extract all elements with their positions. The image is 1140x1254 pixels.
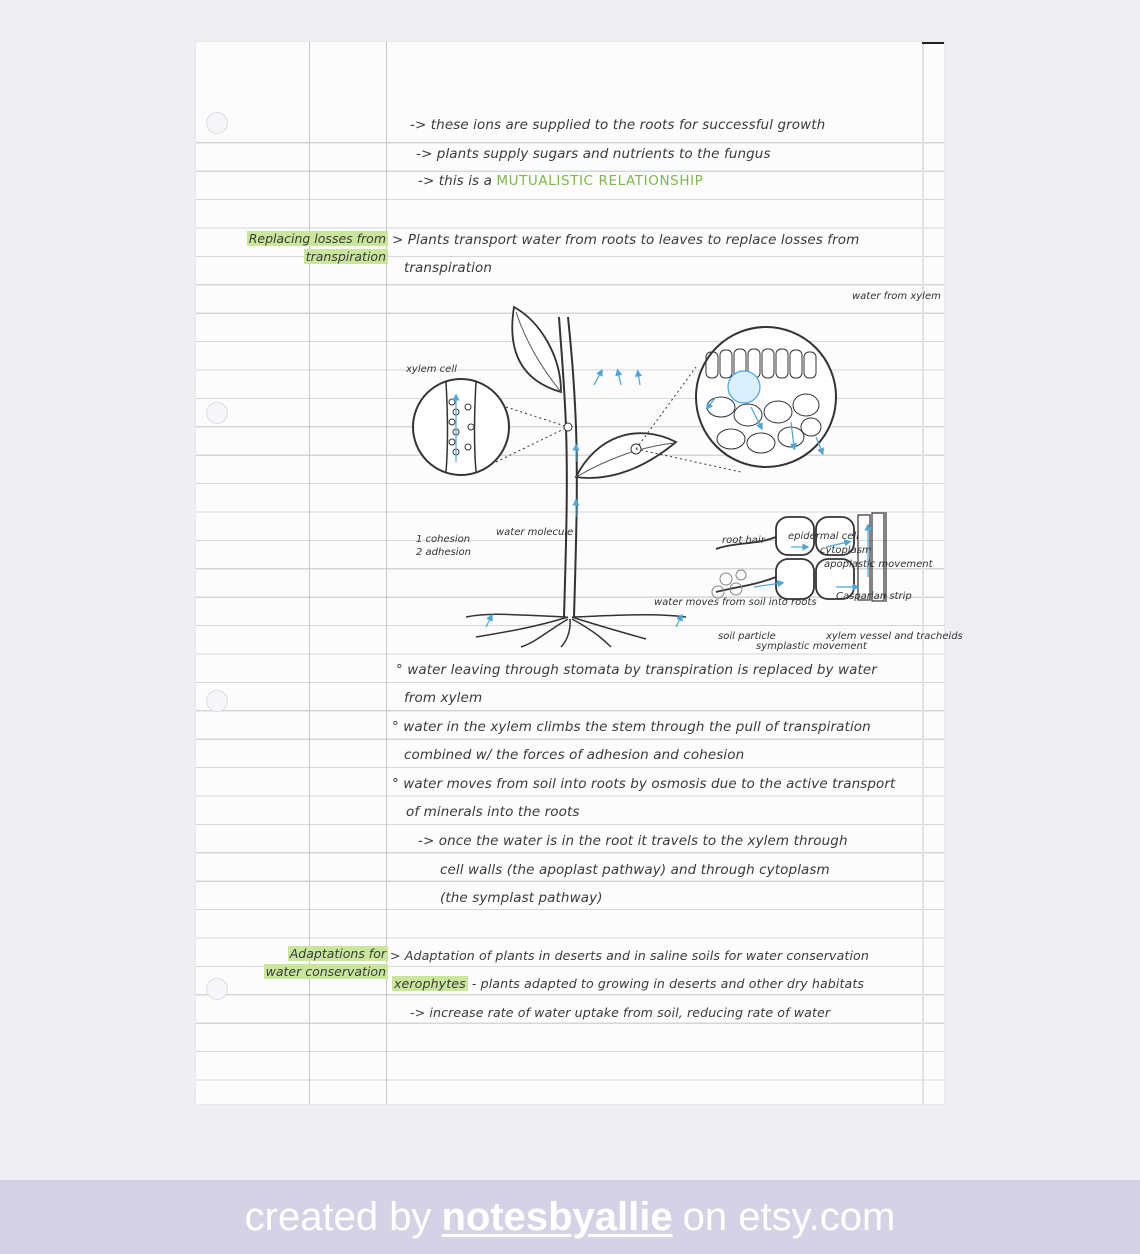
punch-hole — [206, 402, 228, 424]
note-line: -> this is a MUTUALISTIC RELATIONSHIP — [418, 173, 704, 189]
xylem-cell-magnified — [413, 379, 509, 475]
xerophytes-term: xerophytes — [394, 976, 466, 991]
note-line: -> increase rate of water uptake from soil, reducing rate of water — [410, 1005, 831, 1020]
label-cohesion: 1 cohesion — [416, 534, 471, 545]
note-line: ° water moves from soil into roots by osmosis due to the active transport — [392, 776, 896, 792]
note-line: transpiration — [404, 260, 493, 276]
note-line: > Adaptation of plants in deserts and in saline soils for water conservation — [390, 948, 869, 963]
mutualism-term: MUTUALISTIC RELATIONSHIP — [496, 173, 704, 189]
note-line: (the symplast pathway) — [440, 890, 603, 906]
note-line: from xylem — [404, 690, 483, 706]
transpiration-diagram — [396, 287, 963, 652]
note-line: cell walls (the apoplast pathway) and through cytoplasm — [440, 862, 830, 878]
label-water-molecule: water molecule — [496, 527, 574, 538]
root-cross-section — [716, 517, 854, 599]
footer-prefix: created by — [244, 1194, 432, 1239]
plant-water-transport-svg — [396, 287, 963, 652]
page-corner-mark — [922, 42, 944, 44]
note-line: combined w/ the forces of adhesion and cohesion — [404, 747, 745, 763]
label-casparian-strip: Casparian strip — [836, 591, 912, 602]
footer-banner — [0, 1180, 1140, 1254]
plant-stem — [559, 317, 567, 617]
upper-leaf — [512, 307, 561, 392]
footer-suffix: on etsy.com — [682, 1194, 896, 1239]
roots — [466, 614, 686, 647]
label-epidermal-cell: epidermal cell — [788, 531, 859, 542]
label-soil-particle: soil particle — [718, 631, 776, 642]
note-line: > Plants transport water from roots to leaves to replace losses from — [392, 232, 860, 248]
notebook-page — [196, 42, 963, 1104]
label-xylem-vessel: xylem vessel and tracheids — [826, 631, 963, 642]
punch-hole — [206, 690, 228, 712]
margin-heading-replacing-losses: Replacing losses from transpiration — [248, 231, 386, 264]
label-water-from-xylem: water from xylem — [852, 291, 941, 302]
vascular-bundle — [728, 371, 760, 403]
punch-hole — [206, 112, 228, 134]
label-symplastic-movement: symplastic movement — [756, 641, 867, 652]
note-line: xerophytes - plants adapted to growing in deserts and other dry habitats — [394, 976, 865, 991]
label-apoplastic-movement: apoplastic movement — [824, 559, 933, 570]
label-water-moves: water moves from soil into roots — [654, 597, 817, 608]
margin-heading-adaptations: Adaptations for water conservation — [265, 946, 386, 979]
note-line: ° water in the xylem climbs the stem through the pull of transpiration — [392, 719, 871, 735]
punch-hole — [206, 978, 228, 1000]
footer-brand-link[interactable]: notesbyallie — [441, 1194, 673, 1239]
label-root-hair: root hair — [722, 535, 765, 546]
note-line: -> these ions are supplied to the roots for successful growth — [410, 117, 826, 133]
label-xylem-cell: xylem cell — [406, 364, 457, 375]
note-line: -> plants supply sugars and nutrients to the fungus — [416, 146, 771, 162]
note-line: ° water leaving through stomata by transpiration is replaced by water — [396, 662, 877, 678]
side-leaf — [576, 433, 676, 478]
note-line: of minerals into the roots — [406, 804, 580, 820]
label-adhesion: 2 adhesion — [416, 547, 471, 558]
label-cytoplasm: cytoplasm — [820, 545, 872, 556]
note-line: -> once the water is in the root it travels to the xylem through — [418, 833, 848, 849]
